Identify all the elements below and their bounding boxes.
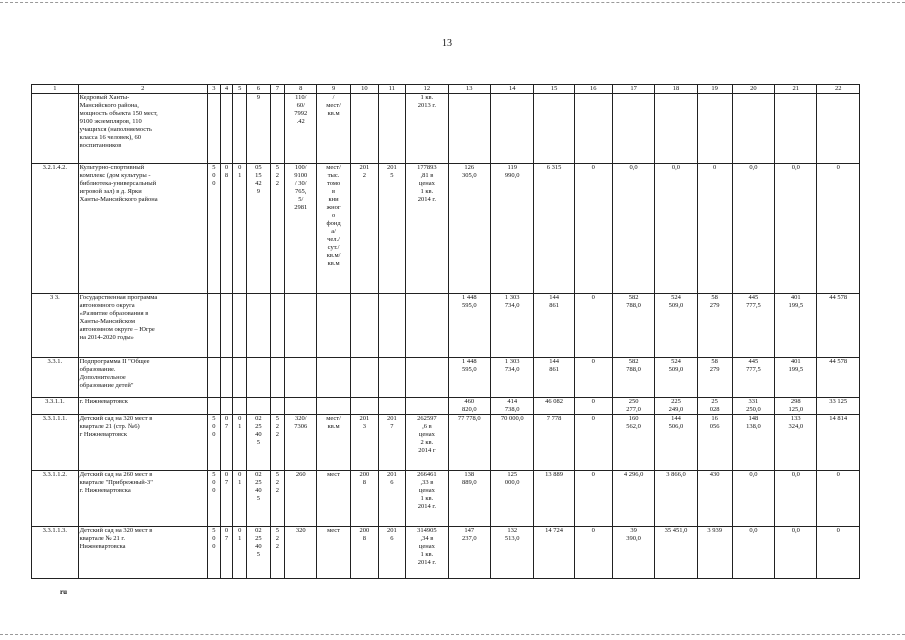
table-cell xyxy=(220,398,233,415)
row-code: 3.3.1.1.3. xyxy=(32,527,79,579)
row-code: 3.3.1. xyxy=(32,358,79,398)
table-cell: 201 7 xyxy=(378,415,406,471)
row-name: Детский сад на 320 мест в квартале № 21 г. Нижневартовска xyxy=(78,527,207,579)
table-cell: 16 056 xyxy=(697,415,732,471)
table-cell xyxy=(406,398,448,415)
table-cell: 5 0 0 xyxy=(207,164,220,294)
table-cell: 5 2 2 xyxy=(270,527,285,579)
column-number: 4 xyxy=(220,85,233,94)
table-cell: 250 277,0 xyxy=(612,398,654,415)
footer-mark: ru xyxy=(60,588,67,596)
table-cell: 0 1 xyxy=(233,415,247,471)
table-cell xyxy=(655,94,697,164)
table-cell xyxy=(207,294,220,358)
table-cell: 3 939 xyxy=(697,527,732,579)
table-cell: 260 xyxy=(285,471,317,527)
table-cell xyxy=(233,94,247,164)
table-cell xyxy=(317,358,351,398)
table-cell xyxy=(220,94,233,164)
table-row xyxy=(32,294,860,358)
table-cell xyxy=(317,398,351,415)
column-number: 16 xyxy=(574,85,612,94)
table-cell: 5 2 2 xyxy=(270,471,285,527)
table-cell xyxy=(378,294,406,358)
table-cell: 14 814 xyxy=(817,415,860,471)
table-cell xyxy=(351,358,379,398)
table-cell xyxy=(732,94,774,164)
column-number: 10 xyxy=(351,85,379,94)
table-cell: 0,0 xyxy=(732,164,774,294)
column-number: 3 xyxy=(207,85,220,94)
scan-top-edge xyxy=(0,2,905,3)
table-cell: 0,0 xyxy=(775,164,817,294)
row-name: Детский сад на 260 мест в квартале "Прибрежный-3" г. Нижневартовска xyxy=(78,471,207,527)
table-cell: 144 506,0 xyxy=(655,415,697,471)
table-cell: 58 279 xyxy=(697,358,732,398)
table-cell xyxy=(317,294,351,358)
table-cell xyxy=(247,358,270,398)
table-cell xyxy=(378,94,406,164)
column-number: 17 xyxy=(612,85,654,94)
table-cell: 4 296,0 xyxy=(612,471,654,527)
table-cell: 0 8 xyxy=(220,164,233,294)
table-cell xyxy=(448,94,490,164)
table-cell: 582 788,0 xyxy=(612,358,654,398)
column-number: 7 xyxy=(270,85,285,94)
table-cell: 460 820,0 xyxy=(448,398,490,415)
table-cell: 1 кв. 2013 г. xyxy=(406,94,448,164)
table-cell: 0 1 xyxy=(233,471,247,527)
table-cell: 177893 ,81 в ценах 1 кв. 2014 г. xyxy=(406,164,448,294)
table-cell: 0 xyxy=(574,471,612,527)
column-number: 12 xyxy=(406,85,448,94)
table-cell: 225 249,0 xyxy=(655,398,697,415)
table-cell: 201 6 xyxy=(378,471,406,527)
table-cell: 144 861 xyxy=(534,294,574,358)
table-cell: 200 8 xyxy=(351,527,379,579)
table-cell: 77 778,0 xyxy=(448,415,490,471)
table-cell: 0 xyxy=(574,294,612,358)
table-cell: 33 125 xyxy=(817,398,860,415)
column-number: 2 xyxy=(78,85,207,94)
table-cell xyxy=(207,94,220,164)
table-cell: 126 305,0 xyxy=(448,164,490,294)
table-cell xyxy=(406,294,448,358)
column-number: 1 xyxy=(32,85,79,94)
table-cell: 44 578 xyxy=(817,358,860,398)
column-number: 18 xyxy=(655,85,697,94)
column-number: 22 xyxy=(817,85,860,94)
table-cell xyxy=(817,94,860,164)
table-cell: 266461 ,33 в ценах 1 кв. 2014 г. xyxy=(406,471,448,527)
table-cell: мест/ кв.м xyxy=(317,415,351,471)
table-cell xyxy=(270,94,285,164)
table-cell xyxy=(534,94,574,164)
column-number: 21 xyxy=(775,85,817,94)
row-name: Культурно-спортивный комплекс (дом культуры - библиотека-универсальный игровой зал) в д. Ярки Ханты-Мансийского района xyxy=(78,164,207,294)
table-cell: 401 199,5 xyxy=(775,358,817,398)
table-cell: 201 5 xyxy=(378,164,406,294)
table-cell xyxy=(406,358,448,398)
table-cell: 14 724 xyxy=(534,527,574,579)
table-cell: 414 738,0 xyxy=(490,398,533,415)
table-cell xyxy=(247,398,270,415)
table-cell: 5 0 0 xyxy=(207,415,220,471)
table-cell: 0,0 xyxy=(775,471,817,527)
table-cell: 0 1 xyxy=(233,527,247,579)
table-cell: 39 390,0 xyxy=(612,527,654,579)
table-cell: 02 25 40 5 xyxy=(247,527,270,579)
table-cell: мест xyxy=(317,527,351,579)
table-cell xyxy=(378,358,406,398)
table-row xyxy=(32,164,860,294)
table-cell: 200 8 xyxy=(351,471,379,527)
row-name: Государственная программа автономного округа «Развитие образования в Ханты-Мансийском автономном округе – Югре на 2014-2020 годы» xyxy=(78,294,207,358)
table-cell: 524 509,0 xyxy=(655,294,697,358)
table-cell xyxy=(490,94,533,164)
table-cell: мест/ тыс. томо в кни жног о фонд a/ чел./ сут./ кв.м/ кв.м xyxy=(317,164,351,294)
table-body xyxy=(32,85,860,579)
table-cell: 70 000,0 xyxy=(490,415,533,471)
table-cell xyxy=(233,358,247,398)
table-cell xyxy=(270,398,285,415)
table-cell: 0 xyxy=(574,164,612,294)
table-cell: 58 279 xyxy=(697,294,732,358)
table-row xyxy=(32,471,860,527)
table-cell: 445 777,5 xyxy=(732,294,774,358)
table-row xyxy=(32,527,860,579)
table-cell: 0 xyxy=(817,471,860,527)
table-cell: 582 788,0 xyxy=(612,294,654,358)
table-cell: 314905 ,34 в ценах 1 кв. 2014 г. xyxy=(406,527,448,579)
column-number: 5 xyxy=(233,85,247,94)
column-number: 8 xyxy=(285,85,317,94)
table-cell xyxy=(207,398,220,415)
table-cell: 445 777,5 xyxy=(732,358,774,398)
table-row xyxy=(32,398,860,415)
table-cell xyxy=(574,94,612,164)
table-cell xyxy=(233,294,247,358)
table-cell: 0 xyxy=(574,358,612,398)
table-cell: 0 xyxy=(817,527,860,579)
page-number: 13 xyxy=(442,38,452,49)
table-cell: 0,0 xyxy=(612,164,654,294)
table-cell xyxy=(233,398,247,415)
table-cell: 0,0 xyxy=(655,164,697,294)
table-cell: 0,0 xyxy=(775,527,817,579)
table-cell: 1 448 595,0 xyxy=(448,294,490,358)
table-cell: 25 028 xyxy=(697,398,732,415)
table-cell: 0 7 xyxy=(220,527,233,579)
table-cell: 320 xyxy=(285,527,317,579)
row-code: 3 3. xyxy=(32,294,79,358)
column-number: 19 xyxy=(697,85,732,94)
row-name: Подпрограмма II "Общее образование. Дополнительное образование детей" xyxy=(78,358,207,398)
table-cell: 0 xyxy=(574,527,612,579)
column-number: 11 xyxy=(378,85,406,94)
table-cell: 298 125,0 xyxy=(775,398,817,415)
table-cell: 44 578 xyxy=(817,294,860,358)
row-code: 3.2.1.4.2. xyxy=(32,164,79,294)
table-cell: 119 990,0 xyxy=(490,164,533,294)
table-cell: 5 2 2 xyxy=(270,164,285,294)
table-cell xyxy=(207,358,220,398)
table-cell: 132 513,0 xyxy=(490,527,533,579)
table-cell xyxy=(285,294,317,358)
table-cell xyxy=(612,94,654,164)
table-cell: 02 25 40 5 xyxy=(247,415,270,471)
column-number: 15 xyxy=(534,85,574,94)
table-cell: 5 0 0 xyxy=(207,527,220,579)
column-number-row xyxy=(32,85,860,94)
table-cell xyxy=(351,94,379,164)
table-cell: 0 7 xyxy=(220,471,233,527)
table-cell: 160 562,0 xyxy=(612,415,654,471)
budget-table xyxy=(31,84,860,579)
table-cell: мест xyxy=(317,471,351,527)
table-cell: 9 xyxy=(247,94,270,164)
table-cell: 201 6 xyxy=(378,527,406,579)
table-cell: 0 xyxy=(574,398,612,415)
table-cell xyxy=(285,358,317,398)
table-cell xyxy=(351,398,379,415)
table-cell: 331 250,0 xyxy=(732,398,774,415)
table-cell: 1 303 734,0 xyxy=(490,294,533,358)
table-cell: 1 303 734,0 xyxy=(490,358,533,398)
table-cell: 0 xyxy=(574,415,612,471)
row-code: 3.3.1.1.2. xyxy=(32,471,79,527)
table-cell xyxy=(270,294,285,358)
table-cell xyxy=(247,294,270,358)
column-number: 20 xyxy=(732,85,774,94)
table-cell: 05 15 42 9 xyxy=(247,164,270,294)
table-cell xyxy=(775,94,817,164)
table-cell: 524 509,0 xyxy=(655,358,697,398)
row-code: 3.3.1.1. xyxy=(32,398,79,415)
table-cell: / мест/ кв.м xyxy=(317,94,351,164)
table-cell: 401 199,5 xyxy=(775,294,817,358)
table-cell: 144 861 xyxy=(534,358,574,398)
table-cell: 5 2 2 xyxy=(270,415,285,471)
table-cell xyxy=(270,358,285,398)
table-cell: 3 866,0 xyxy=(655,471,697,527)
table-cell: 201 2 xyxy=(351,164,379,294)
column-number: 6 xyxy=(247,85,270,94)
table-cell: 35 451,0 xyxy=(655,527,697,579)
column-number: 13 xyxy=(448,85,490,94)
table-cell: 46 082 xyxy=(534,398,574,415)
table-cell xyxy=(285,398,317,415)
table-cell: 13 889 xyxy=(534,471,574,527)
table-cell: 100/ 9100 / 30/ 765, 5/ 2981 xyxy=(285,164,317,294)
row-name: г. Нижневартовск xyxy=(78,398,207,415)
table-cell: 0,0 xyxy=(732,471,774,527)
row-code: 3.3.1.1.1. xyxy=(32,415,79,471)
column-number: 14 xyxy=(490,85,533,94)
table-cell: 320/ 7306 xyxy=(285,415,317,471)
table-cell: 430 xyxy=(697,471,732,527)
table-cell: 138 889,0 xyxy=(448,471,490,527)
row-code xyxy=(32,94,79,164)
row-name: Кедровый Ханты- Мансийского района, мощность объекта 150 мест, 9100 экземпляров, 110 учащихся (наполняемость класса 16 человек), 60 воспитанников xyxy=(78,94,207,164)
table-cell xyxy=(378,398,406,415)
table-cell: 148 138,0 xyxy=(732,415,774,471)
table-cell xyxy=(351,294,379,358)
table-row xyxy=(32,94,860,164)
table-cell: 0 7 xyxy=(220,415,233,471)
table-cell: 201 3 xyxy=(351,415,379,471)
row-name: Детский сад на 320 мест в квартале 21 (стр. №6) г Нижневартовск xyxy=(78,415,207,471)
table-cell: 147 237,0 xyxy=(448,527,490,579)
table-cell: 110/ 60/ 7992 .42 xyxy=(285,94,317,164)
table-cell: 0 1 xyxy=(233,164,247,294)
table-row xyxy=(32,415,860,471)
table-row xyxy=(32,358,860,398)
table-cell: 6 315 xyxy=(534,164,574,294)
table-cell: 1 448 595,0 xyxy=(448,358,490,398)
table-cell: 0 xyxy=(817,164,860,294)
table-cell: 133 324,0 xyxy=(775,415,817,471)
table-cell: 0 xyxy=(697,164,732,294)
table-cell: 5 0 0 xyxy=(207,471,220,527)
table-cell xyxy=(697,94,732,164)
table-cell: 7 778 xyxy=(534,415,574,471)
table-cell: 02 25 40 5 xyxy=(247,471,270,527)
table-cell xyxy=(220,294,233,358)
table-cell: 0,0 xyxy=(732,527,774,579)
scan-bottom-edge xyxy=(0,634,905,635)
table-cell: 262597 ,6 в ценах 2 кв. 2014 г xyxy=(406,415,448,471)
table-cell: 125 000,0 xyxy=(490,471,533,527)
column-number: 9 xyxy=(317,85,351,94)
table-cell xyxy=(220,358,233,398)
